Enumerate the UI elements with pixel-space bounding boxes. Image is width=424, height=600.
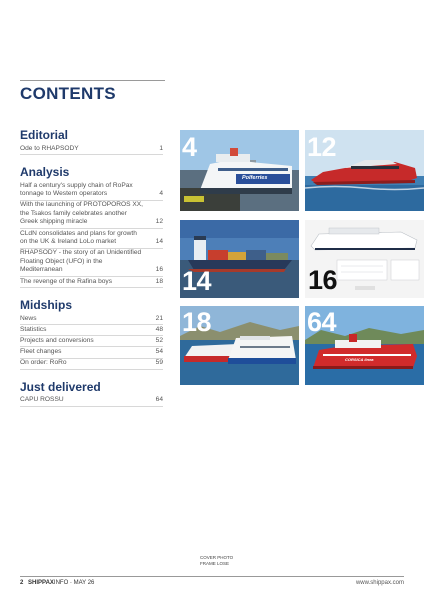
- toc-entry-title: CLdN consolidates and plans for growth on the UK & Ireland LoLo market: [20, 229, 137, 246]
- footer-left: [20, 580, 94, 586]
- section-heading: Midships: [20, 298, 73, 313]
- page-number-overlay: 4: [182, 132, 197, 162]
- ship-hull-label: Polferries: [242, 175, 268, 181]
- footer-issue: MAY 26: [73, 580, 95, 586]
- toc-entry-page: 12: [155, 218, 163, 226]
- toc-entry-page: 48: [155, 325, 163, 333]
- page-number-overlay: 14: [182, 266, 212, 296]
- photo-page-14[interactable]: [180, 220, 299, 298]
- toc-entry[interactable]: [20, 347, 163, 358]
- toc-entry-title: Ode to RHAPSODY: [20, 144, 79, 152]
- toc-entry-page: 59: [155, 359, 163, 366]
- toc-entry[interactable]: [20, 396, 163, 407]
- photo-page-18[interactable]: [180, 306, 299, 385]
- page-title: CONTENTS: [20, 84, 116, 103]
- section-editorial: [20, 128, 163, 155]
- footer-brand: SHIPPAX: [28, 580, 54, 586]
- toc-entry[interactable]: [20, 249, 163, 277]
- toc-entry-title: Fleet changes: [20, 347, 62, 355]
- page-number-overlay: 64: [307, 307, 337, 337]
- section-heading: Editorial: [20, 128, 69, 142]
- photo-page-4[interactable]: [180, 130, 299, 211]
- toc-entry[interactable]: [20, 229, 163, 249]
- ferry-image: [180, 130, 299, 211]
- toc-entry-page: 4: [159, 190, 163, 198]
- toc-entry-title: With the launching of PROTOPOROS XX, the Tsakos family celebrates another Greek shipping miracle: [20, 201, 144, 226]
- toc-entry-title: CAPU ROSSU: [20, 396, 64, 404]
- toc-entry-title: Half a century's supply chain of RoPax tonnage to Western operators: [20, 181, 133, 198]
- toc-entry[interactable]: [20, 277, 163, 288]
- photo-page-64[interactable]: [305, 306, 424, 385]
- cover-note-line: COVER PHOTO: [200, 555, 234, 560]
- toc-entry-page: 21: [155, 314, 163, 322]
- cover-photo-credit: [200, 555, 233, 566]
- section-heading: Analysis: [20, 165, 70, 180]
- toc-entry[interactable]: [20, 359, 163, 370]
- section-just-delivered: [20, 380, 163, 407]
- toc-entry-page: 1: [159, 144, 163, 152]
- toc-entry[interactable]: [20, 336, 163, 347]
- toc-entry-page: 14: [155, 238, 163, 246]
- toc-entry-title: Statistics: [20, 325, 47, 333]
- page-number-overlay: 12: [307, 132, 337, 162]
- footer-page-number: 2: [20, 580, 24, 586]
- toc-entry-page: 16: [155, 266, 163, 274]
- section-midships: [20, 298, 163, 369]
- toc-entry[interactable]: [20, 201, 163, 229]
- toc-entry-page: 64: [155, 396, 163, 404]
- page-number-overlay: 16: [308, 265, 338, 295]
- page-number-overlay: 18: [182, 307, 212, 337]
- section-heading: Just delivered: [20, 379, 101, 394]
- footer-url[interactable]: www.shippax.com: [355, 580, 404, 586]
- toc-entry[interactable]: [20, 325, 163, 336]
- footer-rule: [20, 576, 404, 577]
- toc-entry[interactable]: [20, 144, 163, 155]
- toc-entry-title: RHAPSODY - the story of an Unidentified Floating Object (UFO) in the Mediterranean: [20, 249, 142, 274]
- toc-entry-title: Projects and conversions: [20, 336, 94, 344]
- table-of-contents: [20, 128, 163, 409]
- cover-note-line: FRAME LOSE: [200, 560, 230, 566]
- toc-entry-page: 52: [155, 336, 163, 344]
- section-analysis: [20, 165, 163, 288]
- ship-hull-label: ERGEN FERRYTERMINAL: [345, 244, 387, 248]
- photo-page-16[interactable]: [305, 220, 424, 298]
- photo-page-12[interactable]: [305, 130, 424, 211]
- toc-entry[interactable]: [20, 314, 163, 325]
- toc-entry-page: 54: [155, 347, 163, 355]
- toc-entry-title: News: [20, 314, 37, 322]
- toc-entry-page: 18: [155, 277, 163, 285]
- footer-separator: -: [68, 580, 74, 586]
- footer-brand-suffix: INFO: [53, 580, 69, 586]
- toc-entry-title: On order: RoRo: [20, 359, 67, 366]
- ship-hull-label: CORSICA linea: [345, 357, 374, 362]
- toc-entry[interactable]: [20, 181, 163, 201]
- toc-entry-title: The revenge of the Rafina boys: [20, 277, 113, 285]
- top-rule: [20, 80, 165, 81]
